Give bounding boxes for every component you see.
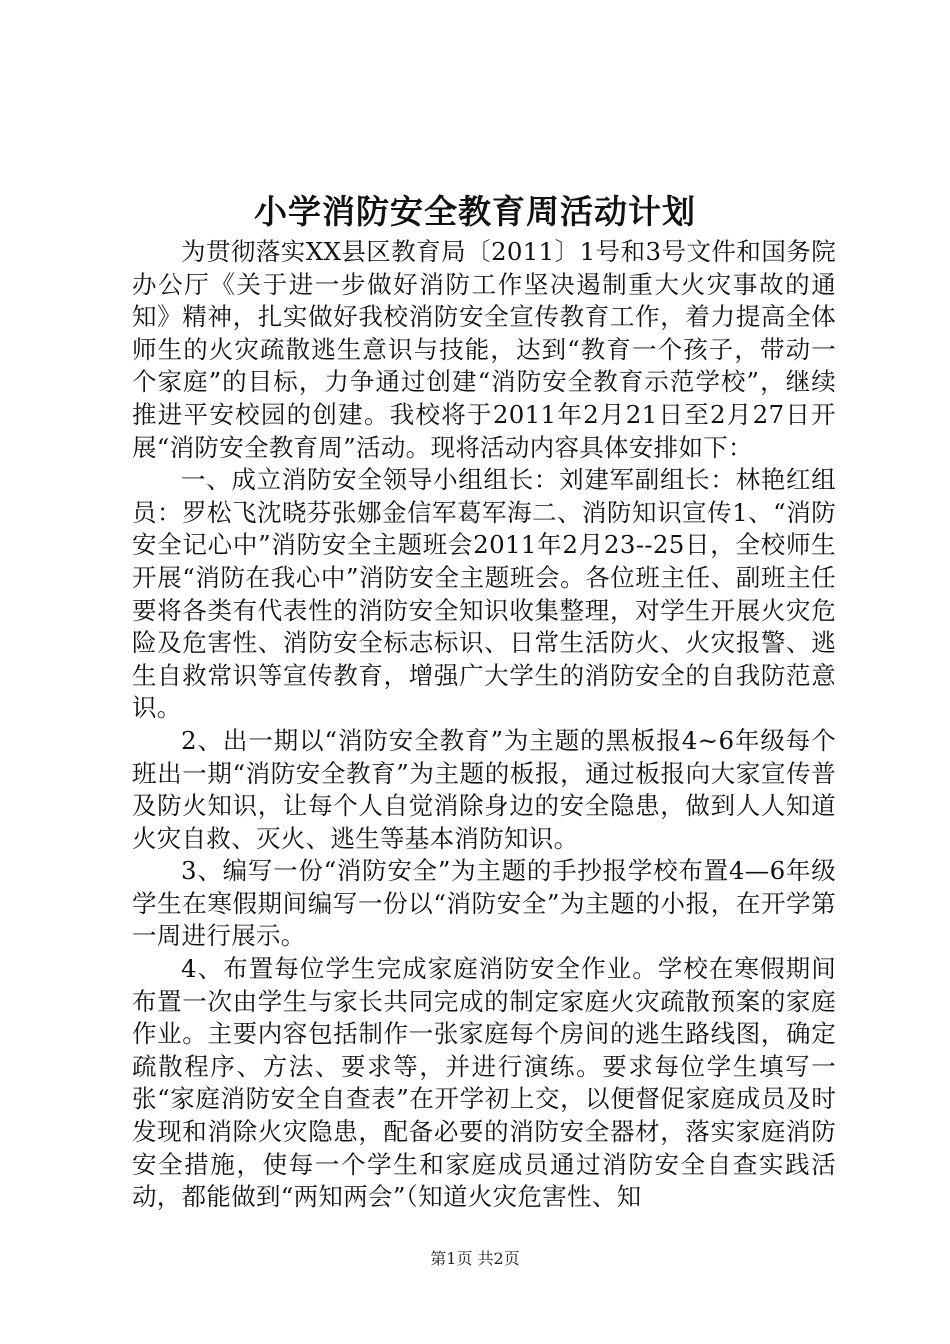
paragraph-family-homework: 4、布置每位学生完成家庭消防安全作业。学校在寒假期间布置一次由学生与家长共同完成的制定家庭火灾疏散预案的家庭作业。主要内容包括制作一张家庭每个房间的逃生路线图，确定疏散程序、方法、要求等，并进行演练。要求每位学生填写一张“家庭消防安全自查表”在开学初上交，以便督促家庭成员及时发现和消除火灾隐患，配备必要的消防安全器材，落实家庭消防安全措施，使每一个学生和家庭成员通过消防安全自查实践活动，都能做到“两知两会”（知道火灾危害性、知 [132,954,836,1212]
paragraph-handwritten-newspaper: 3、编写一份“消防安全”为主题的手抄报学校布置4—6年级学生在寒假期间编写一份以“消防安全”为主题的小报，在开学第一周进行展示。 [132,856,836,951]
paragraph-leadership-and-class-meeting: 一、成立消防安全领导小组组长：刘建军副组长：林艳红组员：罗松飞沈晓芬张娜金信军葛军海二、消防知识宣传1、“消防安全记心中”消防安全主题班会2011年2月23--25日，全校师生开展“消防在我心中”消防安全主题班会。各位班主任、副班主任要将各类有代表性的消防安全知识收集整理，对学生开展火灾危险及危害性、消防安全标志标识、日常生活防火、火灾报警、逃生自救常识等宣传教育，增强广大学生的消防安全的自我防范意识。 [132,465,836,723]
document-body [132,236,836,1214]
paragraph-blackboard: 2、出一期以“消防安全教育”为主题的黑板报4~6年级每个班出一期“消防安全教育”为主题的板报，通过板报向大家宣传普及防火知识，让每个人自觉消除身边的安全隐患，做到人人知道火灾自救、灭火、逃生等基本消防知识。 [132,725,836,853]
page-number-footer: 第1页 共2页 [430,1249,520,1268]
paragraph-intro: 为贯彻落实XX县区教育局〔2011〕1号和3号文件和国务院办公厅《关于进一步做好消防工作坚决遏制重大火灾事故的通知》精神，扎实做好我校消防安全宣传教育工作，着力提高全体师生的火灾疏散逃生意识与技能，达到“教育一个孩子，带动一个家庭”的目标，力争通过创建“消防安全教育示范学校”，继续推进平安校园的创建。我校将于2011年2月21日至2月27日开展“消防安全教育周”活动。现将活动内容具体安排如下： [132,237,837,462]
document-title: 小学消防安全教育周活动计划 [254,192,696,231]
